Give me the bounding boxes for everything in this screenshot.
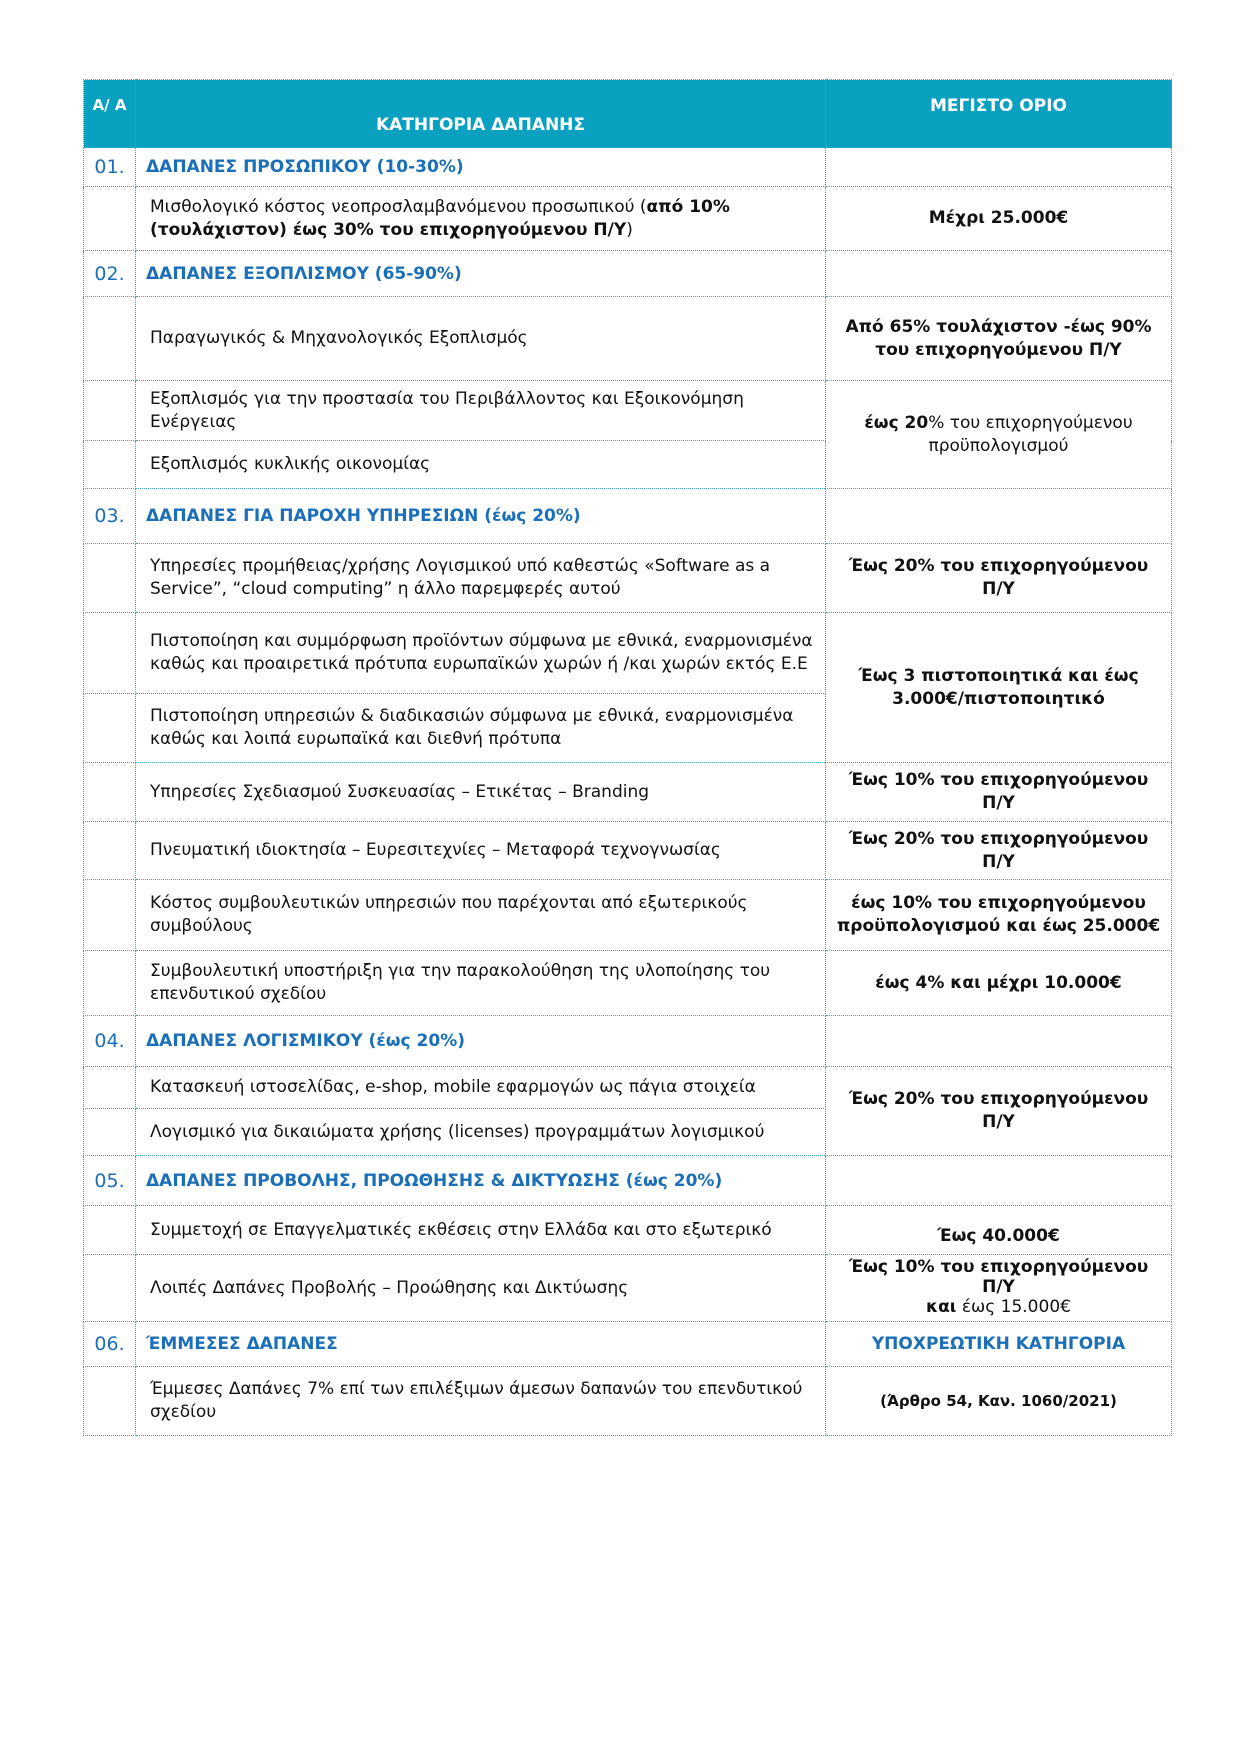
item-max: Έως 40.000€ (826, 1206, 1172, 1255)
item-max: Έως 20% του επιχορηγούμενου Π/Υ (826, 1067, 1172, 1156)
table-row (84, 613, 1172, 694)
empty-cell (84, 381, 136, 441)
item-text: Υπηρεσίες Σχεδιασμού Συσκευασίας – Ετικέτας – Branding (136, 763, 826, 822)
item-text: Κόστος συμβουλευτικών υπηρεσιών που παρέχονται από εξωτερικούς συμβούλους (136, 880, 826, 951)
item-max: Από 65% τουλάχιστον -έως 90% του επιχορηγούμενου Π/Υ (826, 297, 1172, 381)
header-max-limit: ΜΕΓΙΣΤΟ ΟΡΙΟ (826, 80, 1172, 148)
table-row (84, 1367, 1172, 1436)
section-number: 02. (84, 251, 136, 297)
table-row (84, 544, 1172, 613)
table-row (84, 297, 1172, 381)
item-text (136, 187, 826, 251)
empty-cell (826, 251, 1172, 297)
item-text-part: Μισθολογικό κόστος νεοπροσλαμβανόμενου προσωπικού ( (150, 196, 647, 217)
item-max: Έως 10% του επιχορηγούμενου Π/Υ (826, 763, 1172, 822)
item-text: Υπηρεσίες προμήθειας/χρήσης Λογισμικού υπό καθεστώς «Software as a Service”, “cloud computing” η άλλο παρεμφερές αυτού (136, 544, 826, 613)
section-row (84, 1156, 1172, 1206)
item-text: Πιστοποίηση υπηρεσιών & διαδικασιών σύμφωνα με εθνικά, εναρμονισμένα καθώς και λοιπά ευρωπαϊκά και διεθνή πρότυπα (136, 694, 826, 763)
empty-cell (826, 1156, 1172, 1206)
empty-cell (84, 763, 136, 822)
table-row (84, 381, 1172, 441)
item-text: Εξοπλισμός για την προστασία του Περιβάλλοντος και Εξοικονόμηση Ενέργειας (136, 381, 826, 441)
item-text: Πιστοποίηση και συμμόρφωση προϊόντων σύμφωνα με εθνικά, εναρμονισμένα καθώς και προαιρετικά πρότυπα ευρωπαϊκών χωρών ή /και χωρών εκτός Ε.Ε (136, 613, 826, 694)
section-row (84, 251, 1172, 297)
item-text: Λοιπές Δαπάνες Προβολής – Προώθησης και Δικτύωσης (136, 1255, 826, 1322)
table-row (84, 187, 1172, 251)
item-max: Έως 20% του επιχορηγούμενου Π/Υ (826, 822, 1172, 880)
item-text: Πνευματική ιδιοκτησία – Ευρεσιτεχνίες – Μεταφορά τεχνογνωσίας (136, 822, 826, 880)
empty-cell (84, 544, 136, 613)
section-number: 05. (84, 1156, 136, 1206)
empty-cell (84, 880, 136, 951)
header-category: ΚΑΤΗΓΟΡΙΑ ΔΑΠΑΝΗΣ (136, 80, 826, 148)
section-title: ΔΑΠΑΝΕΣ ΠΡΟΒΟΛΗΣ, ΠΡΟΩΘΗΣΗΣ & ΔΙΚΤΥΩΣΗΣ (έως 20%) (136, 1156, 826, 1206)
table-row (84, 822, 1172, 880)
section-number: 01. (84, 148, 136, 187)
section-number: 06. (84, 1322, 136, 1367)
section-row (84, 1322, 1172, 1367)
empty-cell (826, 489, 1172, 544)
empty-cell (84, 822, 136, 880)
empty-cell (84, 187, 136, 251)
empty-cell (84, 1109, 136, 1156)
empty-cell (84, 694, 136, 763)
item-text-bold: από 10% (τουλάχιστον) έως 30% του επιχορηγούμενου Π/Υ (150, 196, 730, 240)
section-number: 04. (84, 1016, 136, 1067)
section-title: ΔΑΠΑΝΕΣ ΕΞΟΠΛΙΣΜΟΥ (65-90%) (136, 251, 826, 297)
item-max: Έως 3 πιστοποιητικά και έως 3.000€/πιστοποιητικό (826, 613, 1172, 763)
item-text: Λογισμικό για δικαιώματα χρήσης (licenses) προγραμμάτων λογισμικού (136, 1109, 826, 1156)
expense-category-table (83, 79, 1172, 1436)
table-row (84, 880, 1172, 951)
section-title: ΔΑΠΑΝΕΣ ΠΡΟΣΩΠΙΚΟΥ (10-30%) (136, 148, 826, 187)
section-title: ΔΑΠΑΝΕΣ ΓΙΑ ΠΑΡΟΧΗ ΥΠΗΡΕΣΙΩΝ (έως 20%) (136, 489, 826, 544)
item-text: Παραγωγικός & Μηχανολογικός Εξοπλισμός (136, 297, 826, 381)
item-max-rest: έως 15.000€ (956, 1297, 1071, 1317)
empty-cell (84, 297, 136, 381)
table-row (84, 763, 1172, 822)
item-max (826, 1255, 1172, 1322)
item-max (826, 381, 1172, 489)
table-row (84, 1255, 1172, 1322)
table-row (84, 1206, 1172, 1255)
empty-cell (84, 1255, 136, 1322)
table-row (84, 1067, 1172, 1109)
item-text: Συμβουλευτική υποστήριξη για την παρακολούθηση της υλοποίησης του επενδυτικού σχεδίου (136, 951, 826, 1016)
empty-cell (84, 1206, 136, 1255)
section-number: 03. (84, 489, 136, 544)
item-max-bold: έως 20 (864, 412, 929, 433)
section-title: ΈΜΜΕΣΕΣ ΔΑΠΑΝΕΣ (136, 1322, 826, 1367)
empty-cell (84, 613, 136, 694)
empty-cell (84, 441, 136, 489)
item-max-main: Έως 10% του επιχορηγούμενου Π/Υ (848, 1257, 1149, 1297)
item-text: Έμμεσες Δαπάνες 7% επί των επιλέξιμων άμεσων δαπανών του επενδυτικού σχεδίου (136, 1367, 826, 1436)
item-max: έως 10% του επιχορηγούμενου προϋπολογισμού και έως 25.000€ (826, 880, 1172, 951)
empty-cell (84, 951, 136, 1016)
section-title: ΔΑΠΑΝΕΣ ΛΟΓΙΣΜΙΚΟΥ (έως 20%) (136, 1016, 826, 1067)
header-aa: Α/ Α (84, 80, 136, 148)
item-max: Έως 20% του επιχορηγούμενου Π/Υ (826, 544, 1172, 613)
item-max-and: και (926, 1297, 957, 1317)
item-max: Μέχρι 25.000€ (826, 187, 1172, 251)
empty-cell (84, 1367, 136, 1436)
section-row (84, 1016, 1172, 1067)
empty-cell (84, 1067, 136, 1109)
section-row (84, 148, 1172, 187)
item-max: (Άρθρο 54, Καν. 1060/2021) (826, 1367, 1172, 1436)
item-text-part: ) (626, 219, 633, 240)
item-max-rest: % του επιχορηγούμενου προϋπολογισμού (928, 412, 1133, 456)
item-max: έως 4% και μέχρι 10.000€ (826, 951, 1172, 1016)
empty-cell (826, 148, 1172, 187)
table-row (84, 951, 1172, 1016)
section-right-label: ΥΠΟΧΡΕΩΤΙΚΗ ΚΑΤΗΓΟΡΙΑ (826, 1322, 1172, 1367)
table-header-row (84, 80, 1172, 148)
section-row (84, 489, 1172, 544)
empty-cell (826, 1016, 1172, 1067)
item-text: Κατασκευή ιστοσελίδας, e-shop, mobile εφαρμογών ως πάγια στοιχεία (136, 1067, 826, 1109)
item-text: Εξοπλισμός κυκλικής οικονομίας (136, 441, 826, 489)
item-text: Συμμετοχή σε Επαγγελματικές εκθέσεις στην Ελλάδα και στο εξωτερικό (136, 1206, 826, 1255)
